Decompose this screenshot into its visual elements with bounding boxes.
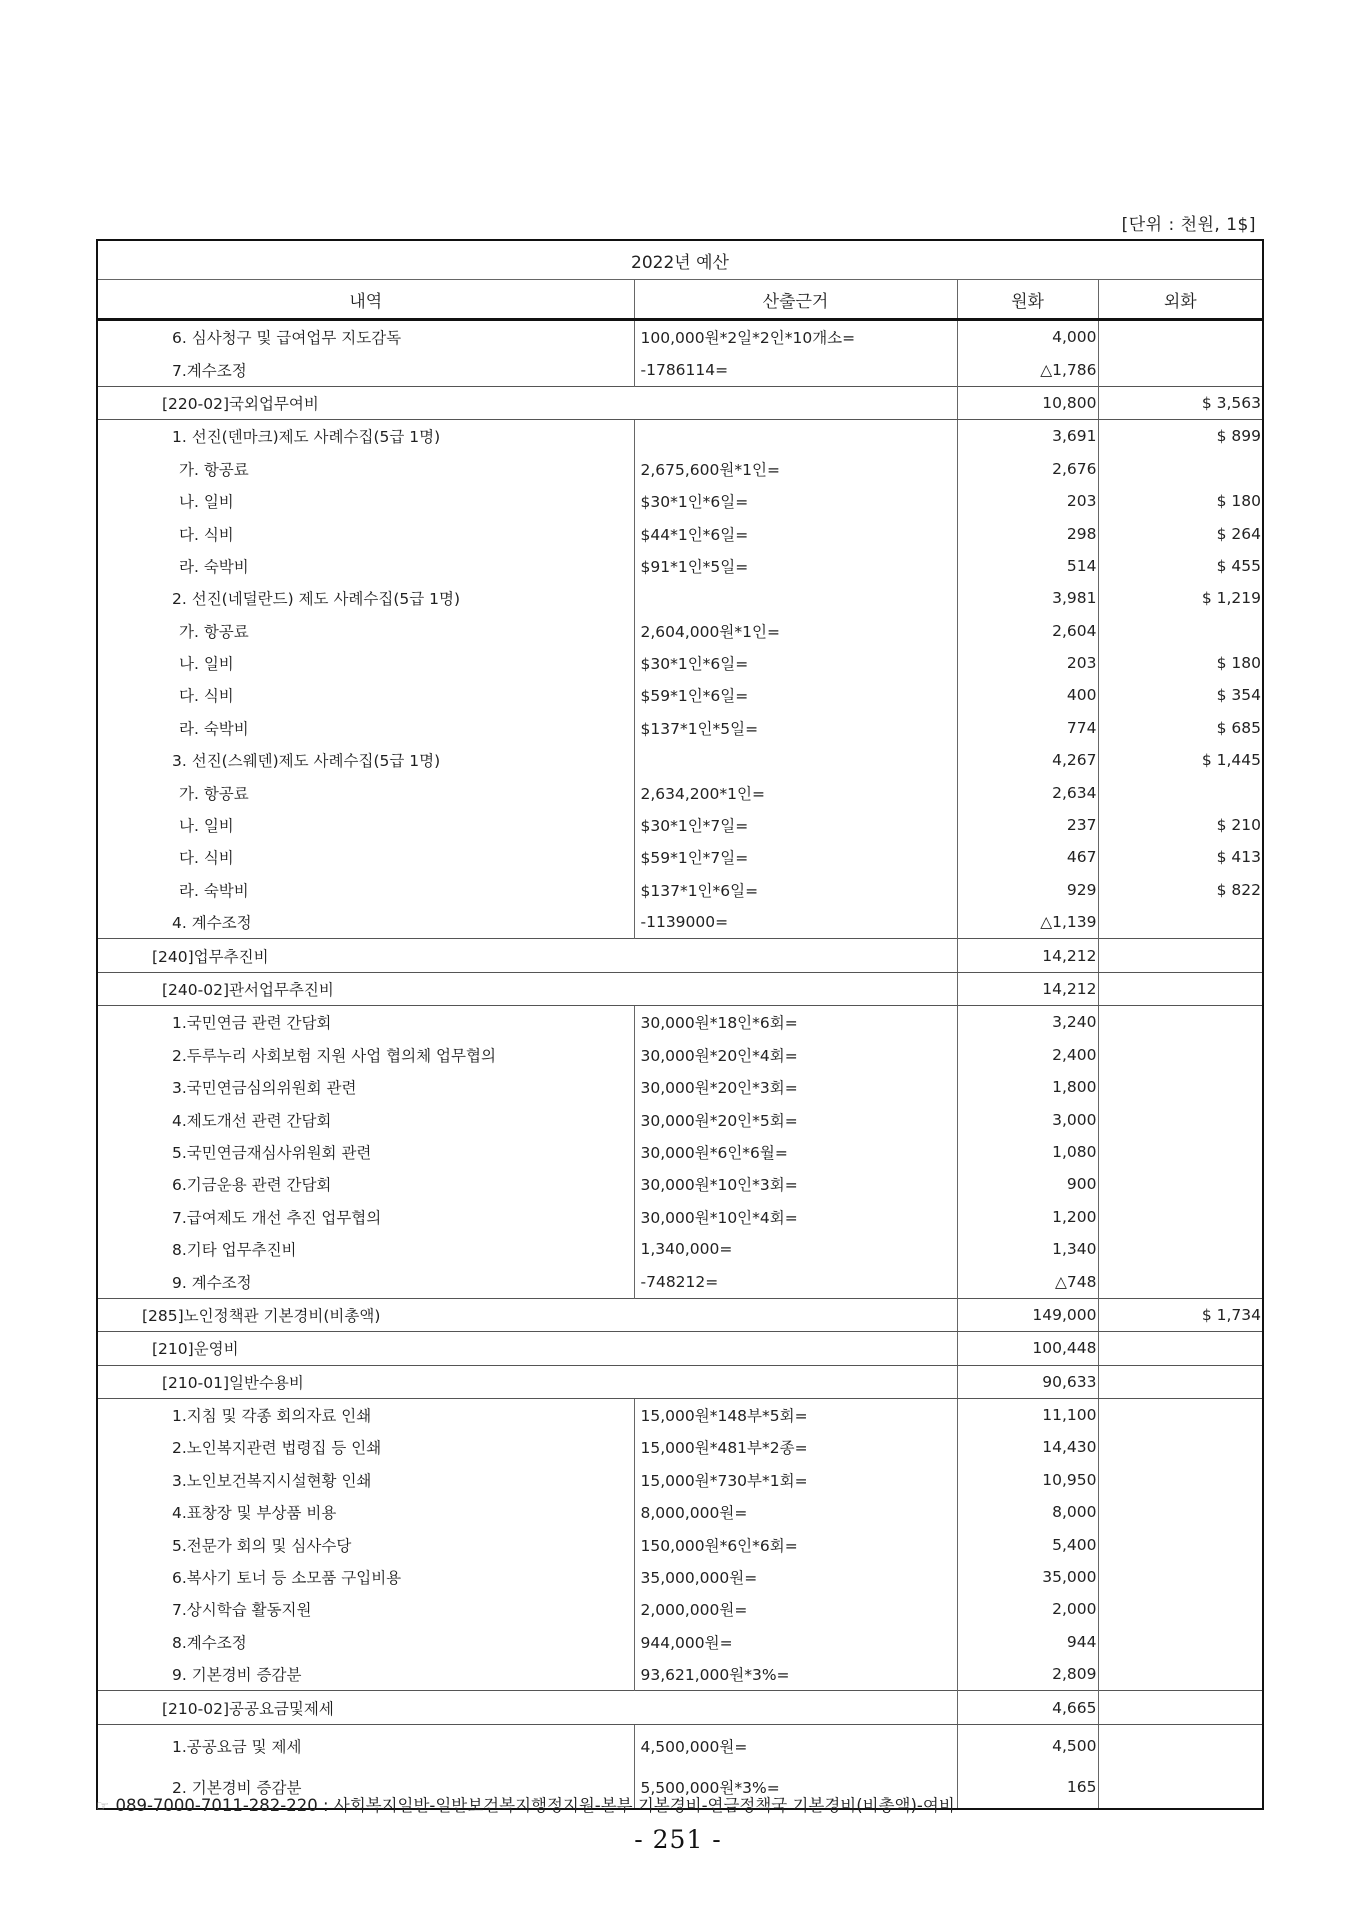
calculation-basis: 30,000원*10인*3회= <box>634 1168 957 1200</box>
foreign-amount <box>1098 1561 1263 1593</box>
footnote <box>96 1792 955 1816</box>
krw-amount: 165 <box>957 1766 1098 1809</box>
krw-amount: 944 <box>957 1626 1098 1658</box>
foreign-amount <box>1098 1464 1263 1496</box>
foreign-amount <box>1098 353 1263 386</box>
item-description: 8.기타 업무추진비 <box>172 1241 297 1260</box>
foreign-amount <box>1098 1071 1263 1103</box>
table-row <box>97 420 1263 453</box>
foreign-amount <box>1098 1136 1263 1168</box>
foreign-amount: $ 1,445 <box>1098 744 1263 776</box>
calculation-basis: $59*1인*6일= <box>634 679 957 711</box>
table-title-row <box>97 240 1263 280</box>
item-description: 7.급여제도 개선 추진 업무협의 <box>172 1208 382 1227</box>
table-row <box>97 1626 1263 1658</box>
foreign-amount <box>1098 320 1263 354</box>
table-row <box>97 1658 1263 1691</box>
item-description: 4.표창장 및 부상품 비용 <box>172 1504 337 1523</box>
item-description: 2. 선진(네덜란드) 제도 사례수집(5급 1명) <box>172 590 461 609</box>
calculation-basis: 30,000원*20인*3회= <box>634 1071 957 1103</box>
item-description: 3.국민연금심의위원회 관련 <box>172 1079 357 1098</box>
table-row <box>97 582 1263 614</box>
item-description: 나. 일비 <box>179 817 234 836</box>
krw-amount: 8,000 <box>957 1496 1098 1528</box>
foreign-amount <box>1098 1626 1263 1658</box>
table-row <box>97 906 1263 939</box>
krw-amount: 10,950 <box>957 1464 1098 1496</box>
krw-amount: 100,448 <box>957 1332 1098 1365</box>
table-row <box>97 712 1263 744</box>
foreign-amount <box>1098 1431 1263 1463</box>
table-title: 2022년 예산 <box>97 240 1263 280</box>
item-description: 다. 식비 <box>179 525 234 544</box>
foreign-amount <box>1098 906 1263 939</box>
calculation-basis: $137*1인*6일= <box>634 874 957 906</box>
calculation-basis <box>634 744 957 776</box>
table-body <box>97 320 1263 1809</box>
column-header-krw: 원화 <box>957 280 1098 320</box>
calculation-basis: 35,000,000원= <box>634 1561 957 1593</box>
group-label: [210-02]공공요금및제세 <box>97 1691 957 1724</box>
foreign-amount <box>1098 1332 1263 1365</box>
item-description: 나. 일비 <box>179 493 234 512</box>
table-row <box>97 1464 1263 1496</box>
calculation-basis: 15,000원*481부*2종= <box>634 1431 957 1463</box>
item-description: 라. 숙박비 <box>179 881 249 900</box>
foreign-amount <box>1098 776 1263 808</box>
foreign-amount: $ 180 <box>1098 485 1263 517</box>
calculation-basis: 150,000원*6인*6회= <box>634 1528 957 1560</box>
foreign-amount <box>1098 1365 1263 1398</box>
calculation-basis: 5,500,000원*3%= <box>634 1766 957 1809</box>
calculation-basis: -1786114= <box>634 353 957 386</box>
group-row <box>97 1365 1263 1398</box>
column-header-description: 내역 <box>97 280 634 320</box>
krw-amount: 10,800 <box>957 386 1098 419</box>
table-row <box>97 615 1263 647</box>
table-row <box>97 841 1263 873</box>
item-description: 나. 일비 <box>179 655 234 674</box>
foreign-amount <box>1098 939 1263 972</box>
foreign-amount <box>1098 1658 1263 1691</box>
krw-amount: 298 <box>957 517 1098 549</box>
item-description: 1.공공요금 및 제세 <box>172 1737 302 1756</box>
page-number: - 251 - <box>634 1825 722 1854</box>
column-header-basis: 산출근거 <box>634 280 957 320</box>
foreign-amount: $ 264 <box>1098 517 1263 549</box>
column-header-foreign: 외화 <box>1098 280 1263 320</box>
foreign-amount <box>1098 1103 1263 1135</box>
table-row <box>97 453 1263 485</box>
krw-amount: 3,000 <box>957 1103 1098 1135</box>
krw-amount: 203 <box>957 485 1098 517</box>
unit-note: [단위 : 천원, 1$] <box>1121 215 1256 235</box>
calculation-basis: 30,000원*6인*6월= <box>634 1136 957 1168</box>
item-description: 5.전문가 회의 및 심사수당 <box>172 1536 352 1555</box>
krw-amount: 5,400 <box>957 1528 1098 1560</box>
calculation-basis: 15,000원*148부*5회= <box>634 1398 957 1431</box>
table-row <box>97 679 1263 711</box>
item-description: 가. 항공료 <box>179 784 249 803</box>
krw-amount: 90,633 <box>957 1365 1098 1398</box>
table-row <box>97 1103 1263 1135</box>
krw-amount: 14,430 <box>957 1431 1098 1463</box>
table-row <box>97 776 1263 808</box>
foreign-amount <box>1098 1233 1263 1265</box>
krw-amount: 149,000 <box>957 1298 1098 1331</box>
foreign-amount: $ 3,563 <box>1098 386 1263 419</box>
calculation-basis: -1139000= <box>634 906 957 939</box>
krw-amount: 1,200 <box>957 1201 1098 1233</box>
krw-amount: 3,981 <box>957 582 1098 614</box>
budget-table <box>96 239 1264 1810</box>
foreign-amount: $ 899 <box>1098 420 1263 453</box>
krw-amount: 14,212 <box>957 972 1098 1005</box>
calculation-basis: 2,000,000원= <box>634 1593 957 1625</box>
calculation-basis: 2,604,000원*1인= <box>634 615 957 647</box>
krw-amount: 2,400 <box>957 1039 1098 1071</box>
foreign-amount <box>1098 972 1263 1005</box>
foreign-amount <box>1098 453 1263 485</box>
table-row <box>97 1593 1263 1625</box>
group-row <box>97 386 1263 419</box>
calculation-basis: 2,634,200*1인= <box>634 776 957 808</box>
item-description: 가. 항공료 <box>179 622 249 641</box>
table-row <box>97 1528 1263 1560</box>
foreign-amount <box>1098 1201 1263 1233</box>
item-description: 2.두루누리 사회보험 지원 사업 협의체 업무협의 <box>172 1046 496 1065</box>
foreign-amount <box>1098 1398 1263 1431</box>
calculation-basis: $59*1인*7일= <box>634 841 957 873</box>
item-description: 7.계수조정 <box>172 361 247 380</box>
krw-amount: 400 <box>957 679 1098 711</box>
calculation-basis: 4,500,000원= <box>634 1724 957 1766</box>
calculation-basis <box>634 420 957 453</box>
foreign-amount <box>1098 1691 1263 1724</box>
krw-amount: 929 <box>957 874 1098 906</box>
group-row <box>97 939 1263 972</box>
item-description: 다. 식비 <box>179 687 234 706</box>
krw-amount: 4,665 <box>957 1691 1098 1724</box>
calculation-basis: 93,621,000원*3%= <box>634 1658 957 1691</box>
pointing-hand-icon: ☞ <box>96 1797 110 1815</box>
item-description: 2.노인복지관련 법령집 등 인쇄 <box>172 1439 382 1458</box>
calculation-basis: $30*1인*7일= <box>634 809 957 841</box>
table-row <box>97 647 1263 679</box>
krw-amount: 4,000 <box>957 320 1098 354</box>
footnote-text: 089-7000-7011-282-220 : 사회복지일반-일반보건복지행정지원-본부 기본경비-연금정책국 기본경비(비총액)-여비 <box>115 1796 955 1815</box>
table-row <box>97 1039 1263 1071</box>
krw-amount: 3,240 <box>957 1006 1098 1039</box>
item-description: 2. 기본경비 증감분 <box>172 1779 302 1798</box>
krw-amount: 203 <box>957 647 1098 679</box>
group-row <box>97 1298 1263 1331</box>
calculation-basis: 100,000원*2일*2인*10개소= <box>634 320 957 354</box>
calculation-basis: 15,000원*730부*1회= <box>634 1464 957 1496</box>
item-description: 4.제도개선 관련 간담회 <box>172 1111 332 1130</box>
foreign-amount <box>1098 1496 1263 1528</box>
foreign-amount <box>1098 1265 1263 1298</box>
foreign-amount: $ 413 <box>1098 841 1263 873</box>
item-description: 7.상시학습 활동지원 <box>172 1601 312 1620</box>
krw-amount: 467 <box>957 841 1098 873</box>
table-row <box>97 353 1263 386</box>
table-row <box>97 550 1263 582</box>
krw-amount: 2,676 <box>957 453 1098 485</box>
krw-amount: 900 <box>957 1168 1098 1200</box>
calculation-basis: 1,340,000= <box>634 1233 957 1265</box>
calculation-basis <box>634 582 957 614</box>
foreign-amount: $ 180 <box>1098 647 1263 679</box>
krw-amount: 514 <box>957 550 1098 582</box>
table-row <box>97 744 1263 776</box>
krw-amount: 11,100 <box>957 1398 1098 1431</box>
foreign-amount <box>1098 1039 1263 1071</box>
foreign-amount: $ 1,219 <box>1098 582 1263 614</box>
krw-amount: 4,500 <box>957 1724 1098 1766</box>
column-header-row <box>97 280 1263 320</box>
table-row <box>97 1724 1263 1766</box>
calculation-basis: $44*1인*6일= <box>634 517 957 549</box>
calculation-basis: $30*1인*6일= <box>634 647 957 679</box>
table-row <box>97 1168 1263 1200</box>
group-label: [210-01]일반수용비 <box>97 1365 957 1398</box>
foreign-amount <box>1098 1168 1263 1200</box>
calculation-basis: 30,000원*10인*4회= <box>634 1201 957 1233</box>
calculation-basis: 2,675,600원*1인= <box>634 453 957 485</box>
table-row <box>97 1431 1263 1463</box>
calculation-basis: 30,000원*20인*4회= <box>634 1039 957 1071</box>
krw-amount: 4,267 <box>957 744 1098 776</box>
table-row <box>97 1006 1263 1039</box>
item-description: 라. 숙박비 <box>179 557 249 576</box>
item-description: 9. 기본경비 증감분 <box>172 1666 302 1685</box>
item-description: 3.노인보건복지시설현황 인쇄 <box>172 1471 372 1490</box>
item-description: 9. 계수조정 <box>172 1273 252 1292</box>
calculation-basis: $91*1인*5일= <box>634 550 957 582</box>
table-row <box>97 1136 1263 1168</box>
foreign-amount: $ 354 <box>1098 679 1263 711</box>
item-description: 가. 항공료 <box>179 460 249 479</box>
krw-amount: 14,212 <box>957 939 1098 972</box>
calculation-basis: 944,000원= <box>634 1626 957 1658</box>
krw-amount: 1,080 <box>957 1136 1098 1168</box>
krw-amount: 237 <box>957 809 1098 841</box>
item-description: 1.국민연금 관련 간담회 <box>172 1014 332 1033</box>
calculation-basis: 8,000,000원= <box>634 1496 957 1528</box>
krw-amount: 2,809 <box>957 1658 1098 1691</box>
foreign-amount <box>1098 1593 1263 1625</box>
item-description: 라. 숙박비 <box>179 719 249 738</box>
table-row <box>97 517 1263 549</box>
item-description: 1. 선진(덴마크)제도 사례수집(5급 1명) <box>172 428 441 447</box>
foreign-amount: $ 685 <box>1098 712 1263 744</box>
item-description: 다. 식비 <box>179 849 234 868</box>
table-row <box>97 1398 1263 1431</box>
group-row <box>97 972 1263 1005</box>
krw-amount: △748 <box>957 1265 1098 1298</box>
krw-amount: △1,139 <box>957 906 1098 939</box>
foreign-amount: $ 455 <box>1098 550 1263 582</box>
foreign-amount <box>1098 1724 1263 1766</box>
foreign-amount: $ 1,734 <box>1098 1298 1263 1331</box>
table-row <box>97 1561 1263 1593</box>
item-description: 5.국민연금재심사위원회 관련 <box>172 1143 372 1162</box>
group-label: [220-02]국외업무여비 <box>97 386 957 419</box>
calculation-basis: $137*1인*5일= <box>634 712 957 744</box>
krw-amount: △1,786 <box>957 353 1098 386</box>
krw-amount: 2,634 <box>957 776 1098 808</box>
krw-amount: 1,340 <box>957 1233 1098 1265</box>
krw-amount: 2,000 <box>957 1593 1098 1625</box>
group-label: [240]업무추진비 <box>97 939 957 972</box>
krw-amount: 35,000 <box>957 1561 1098 1593</box>
group-label: [285]노인정책관 기본경비(비총액) <box>97 1298 957 1331</box>
foreign-amount <box>1098 1528 1263 1560</box>
item-description: 1.지침 및 각종 회의자료 인쇄 <box>172 1407 372 1426</box>
table-row <box>97 874 1263 906</box>
krw-amount: 1,800 <box>957 1071 1098 1103</box>
foreign-amount <box>1098 615 1263 647</box>
krw-amount: 2,604 <box>957 615 1098 647</box>
group-label: [210]운영비 <box>97 1332 957 1365</box>
krw-amount: 774 <box>957 712 1098 744</box>
group-row <box>97 1332 1263 1365</box>
table-row <box>97 1201 1263 1233</box>
table-row <box>97 1071 1263 1103</box>
calculation-basis: -748212= <box>634 1265 957 1298</box>
item-description: 6.복사기 토너 등 소모품 구입비용 <box>172 1569 402 1588</box>
krw-amount: 3,691 <box>957 420 1098 453</box>
calculation-basis: 30,000원*20인*5회= <box>634 1103 957 1135</box>
table-row <box>97 1496 1263 1528</box>
foreign-amount <box>1098 1006 1263 1039</box>
calculation-basis: $30*1인*6일= <box>634 485 957 517</box>
item-description: 8.계수조정 <box>172 1633 247 1652</box>
table-row <box>97 809 1263 841</box>
foreign-amount: $ 210 <box>1098 809 1263 841</box>
item-description: 3. 선진(스웨덴)제도 사례수집(5급 1명) <box>172 752 441 771</box>
group-row <box>97 1691 1263 1724</box>
item-description: 4. 계수조정 <box>172 914 252 933</box>
item-description: 6. 심사청구 및 급여업무 지도감독 <box>172 329 402 348</box>
table-row <box>97 485 1263 517</box>
foreign-amount: $ 822 <box>1098 874 1263 906</box>
calculation-basis: 30,000원*18인*6회= <box>634 1006 957 1039</box>
table-row <box>97 1233 1263 1265</box>
group-label: [240-02]관서업무추진비 <box>97 972 957 1005</box>
table-row <box>97 1265 1263 1298</box>
table-row <box>97 320 1263 354</box>
foreign-amount <box>1098 1766 1263 1809</box>
item-description: 6.기금운용 관련 간담회 <box>172 1176 332 1195</box>
